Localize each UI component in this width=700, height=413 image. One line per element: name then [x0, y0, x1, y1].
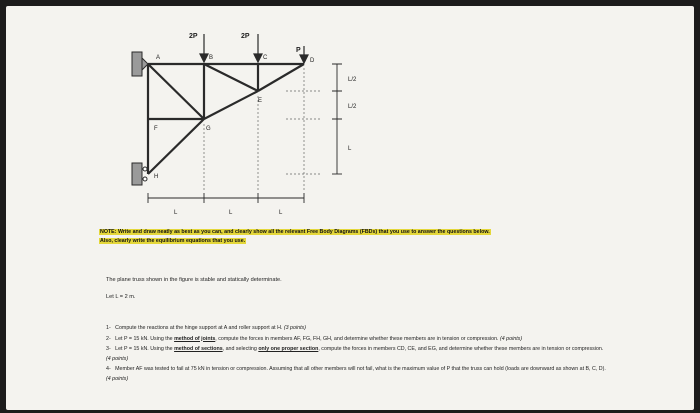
question-points: (4 points): [106, 375, 129, 382]
question-points: (4 points): [106, 355, 129, 362]
node-F: F: [154, 126, 158, 132]
load-label-D: P: [296, 47, 301, 54]
height-label-3: L: [348, 146, 352, 152]
question-1: [106, 324, 606, 334]
method-name: method of joints: [174, 335, 216, 342]
question-4: [106, 365, 606, 384]
question-number: 3-: [106, 346, 111, 352]
note-line-1: NOTE: Write and draw neatly as best as you can, and clearly show all the relevant Free Body Diagrams (FBDs) that you use to answer the questions below.: [100, 229, 490, 235]
question-points: (3 points): [283, 325, 306, 331]
node-C: C: [263, 55, 268, 61]
member-ED: [258, 64, 304, 91]
question-text: Compute the reactions at the hinge support at A and roller support at H.: [115, 325, 283, 331]
question-number: 4-: [106, 366, 111, 372]
note-line-2: Also, clearly write the equilibrium equations that you use.: [100, 238, 246, 244]
member-AG: [148, 64, 204, 119]
question-text: Member AF was tested to fail at 75 kN in tension or compression. Assuming that all other members will not fail, what is the maximum value of P that the truss can hold (loads are downward as shown at B, C, D).: [115, 366, 606, 372]
node-D: D: [310, 58, 315, 64]
question-number: 2-: [106, 335, 111, 342]
span-label-3: L: [279, 210, 283, 216]
roller-support-H: [132, 163, 147, 185]
question-2: 2- Let P = 15 kN. Using the method of joints, compute the forces in members AF, FG, FH, GH, and determine whether these members are in tension or compression. (4 points): [106, 335, 523, 342]
height-label-2: L/2: [348, 104, 357, 110]
truss-figure: [6, 6, 694, 221]
document-page: [6, 6, 694, 410]
load-label-C: 2P: [241, 33, 250, 40]
span-label-1: L: [174, 210, 178, 216]
node-H: H: [154, 174, 159, 180]
load-label-B: 2P: [189, 33, 198, 40]
section-note: only one proper section: [258, 346, 319, 352]
node-B: B: [209, 55, 214, 61]
span-label-2: L: [229, 210, 233, 216]
question-list: [106, 324, 606, 385]
method-name: method of sections: [174, 346, 223, 352]
note-block: [99, 228, 599, 246]
question-points: (4 points): [500, 335, 523, 342]
member-GE: [204, 91, 258, 119]
height-label-1: L/2: [348, 77, 357, 83]
member-BE: [204, 64, 258, 91]
given-value: Let L = 2 m.: [106, 294, 136, 300]
problem-statement: The plane truss shown in the figure is stable and statically determinate.: [106, 277, 282, 283]
question-number: 1-: [106, 325, 111, 331]
node-G: G: [206, 126, 211, 132]
hinge-support-A: [132, 52, 148, 76]
node-E: E: [258, 98, 263, 104]
node-A: A: [156, 55, 161, 61]
question-3: 3- Let P = 15 kN. Using the method of sections, and selecting only one proper section, compute the forces in members CD, CE, and EG, and determine whether these members are in tension or compression. (4 points): [106, 346, 604, 362]
